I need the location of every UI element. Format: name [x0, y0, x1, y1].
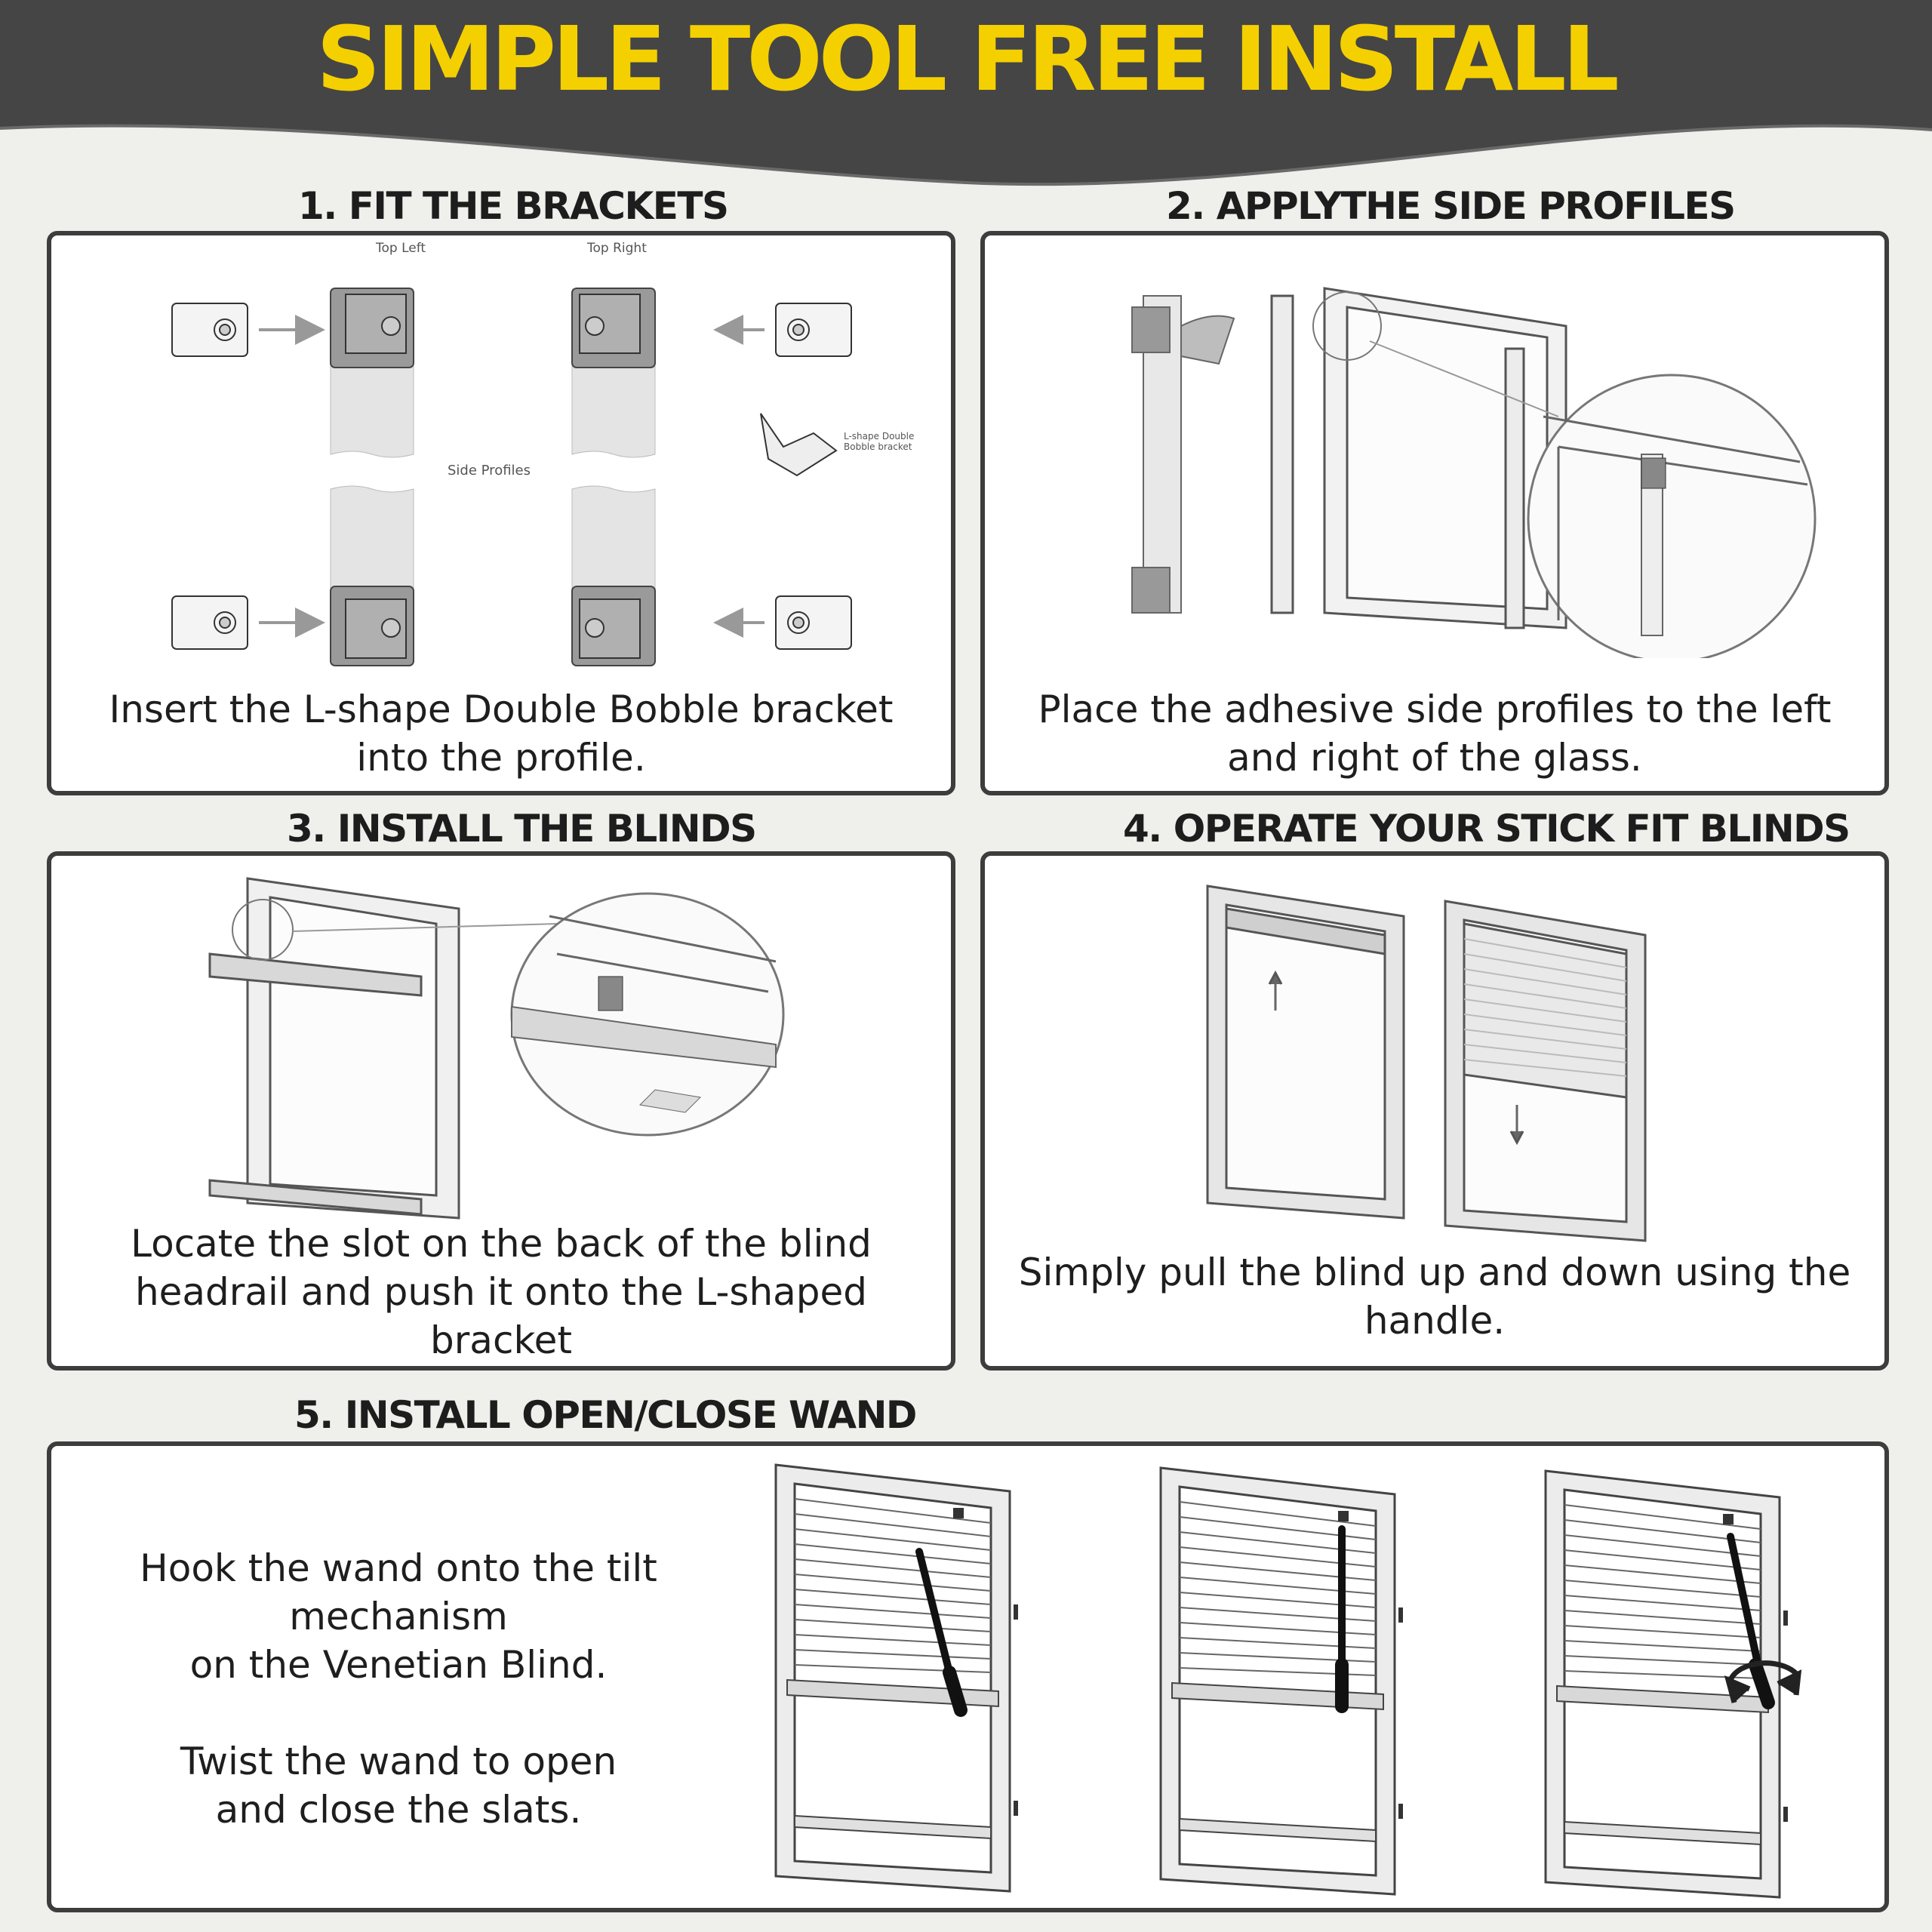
venetian-blind-icon — [776, 1465, 1788, 1897]
left-profile — [331, 288, 414, 666]
adhesive-profile — [1132, 296, 1234, 613]
step-2-illustration — [1121, 266, 1830, 658]
magnifier-detail — [512, 894, 783, 1135]
step-3-illustration — [195, 863, 859, 1226]
step-2-heading: 2. APPLYTHE SIDE PROFILES — [1166, 184, 1735, 228]
step-5-panel — [47, 1441, 1889, 1912]
label-bracket-line1: L-shape Double — [844, 431, 915, 441]
step-5-caption: Hook the wand onto the tilt mechanism on the Venetian Blind. Twist the wand to open and close the slats. — [140, 1546, 657, 1832]
window-up — [1208, 886, 1404, 1218]
step-1-panel — [47, 231, 955, 795]
label-top-right: Top Right — [587, 241, 647, 256]
step-4-illustration — [1200, 878, 1668, 1248]
step-5-illustration — [768, 1454, 1840, 1906]
step-5-heading: 5. INSTALL OPEN/CLOSE WAND — [294, 1393, 916, 1437]
step-4-panel — [980, 851, 1889, 1371]
step-2-caption: Place the adhesive side profiles to the left and right of the glass. — [1038, 688, 1832, 780]
step-3-heading: 3. INSTALL THE BLINDS — [287, 807, 756, 851]
step-4-caption: Simply pull the blind up and down using the handle. — [1018, 1251, 1851, 1343]
label-bracket-line2: Bobble bracket — [844, 441, 912, 452]
step-1-caption: Insert the L-shape Double Bobble bracket into the profile. — [109, 688, 894, 780]
label-top-left: Top Left — [376, 241, 426, 256]
step-1-illustration — [165, 235, 919, 681]
step-3-caption: Locate the slot on the back of the blind headrail and push it onto the L-shaped bracket — [131, 1222, 872, 1362]
step-3-panel — [47, 851, 955, 1371]
step-2-panel — [980, 231, 1889, 795]
window-down — [1445, 901, 1645, 1241]
page-title: SIMPLE TOOL FREE INSTALL — [316, 7, 1616, 111]
step-4-heading: 4. OPERATE YOUR STICK FIT BLINDS — [1123, 807, 1850, 851]
label-side-profiles: Side Profiles — [448, 463, 531, 478]
right-profile — [572, 288, 655, 666]
step-1-heading: 1. FIT THE BRACKETS — [298, 184, 728, 228]
